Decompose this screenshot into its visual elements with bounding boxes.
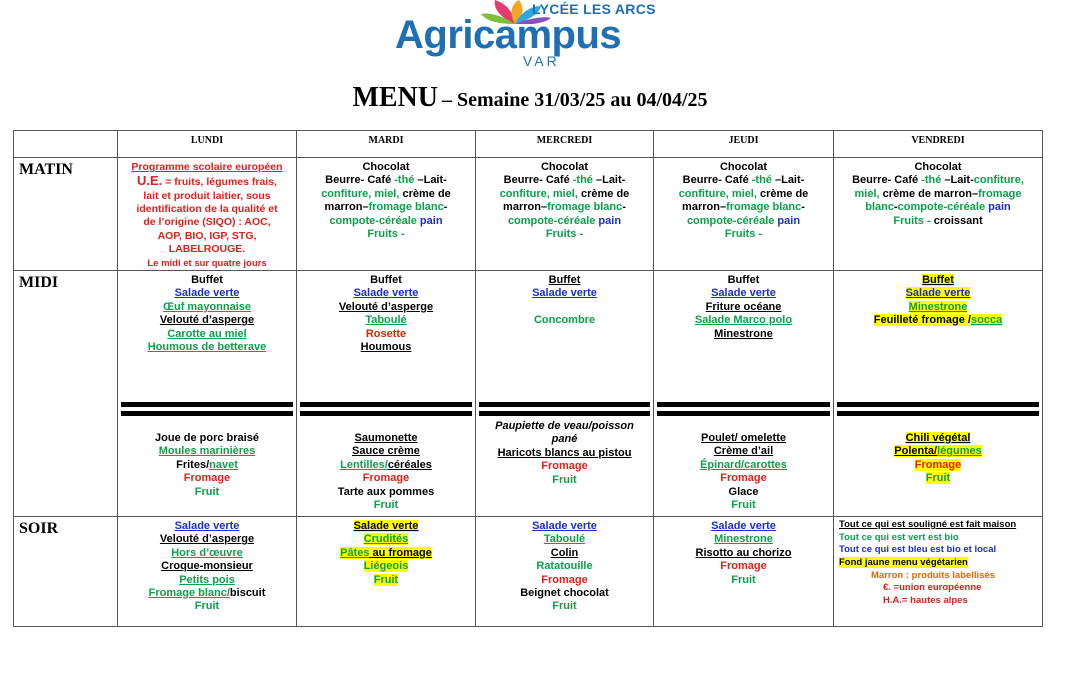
soir-item: Salade verte: [711, 519, 776, 532]
midi-item: Friture océane: [705, 300, 782, 313]
cell-midi-mardi: [297, 270, 476, 516]
cell-matin-mercredi: [476, 158, 654, 271]
midi-item: Salade verte: [353, 287, 419, 300]
midi2-item: Fruit: [552, 473, 577, 486]
soir-item: Ratatouille: [536, 560, 593, 573]
soir-item: Taboulé: [543, 533, 586, 546]
midi2-item: Glace: [728, 485, 759, 498]
midi2-item: Fromage: [362, 472, 410, 485]
cell-matin-jeudi: [654, 158, 834, 271]
soir-item: Liégeois: [363, 560, 409, 573]
midi2-item: Polenta/légumes: [894, 445, 982, 458]
matin-item: confiture, miel, crème de: [678, 187, 809, 200]
matin-lundi-line: identification de la qualité et: [136, 202, 278, 215]
legend-homemade: Tout ce qui est souligné est fait maison: [839, 518, 1017, 530]
header-vendredi: VENDREDI: [834, 131, 1043, 158]
midi2-item: Frites/navet: [176, 458, 238, 471]
matin-item: blanc-compote-céréale pain: [865, 201, 1011, 214]
matin-item: Fruits -: [724, 228, 763, 241]
cell-midi-jeudi: [654, 270, 834, 516]
title-week: – Semaine 31/03/25 au 04/04/25: [441, 89, 708, 111]
matin-item: Beurre- Café -thé –Lait-: [503, 174, 626, 187]
matin-lundi-line: de l’origine (SIQO) : AOC,: [143, 216, 271, 229]
soir-item: Crudités: [363, 533, 409, 546]
soir-item: Beignet chocolat: [520, 586, 609, 599]
matin-item: compote-céréale pain: [507, 214, 622, 227]
soir-item: Risotto au chorizo: [695, 546, 792, 559]
matin-item: Fruits -: [545, 228, 584, 241]
row-matin: [14, 158, 1043, 271]
cell-matin-mardi: [297, 158, 476, 271]
midi2-item: Fruit: [373, 498, 399, 511]
midi-separator: [118, 400, 296, 420]
soir-item: Fruit: [373, 573, 399, 586]
midi-item: Taboulé: [365, 314, 407, 327]
midi-item: Buffet: [548, 273, 581, 286]
matin-item: compote-céréale pain: [686, 214, 801, 227]
midi-item: [476, 301, 653, 314]
midi-separator: [834, 400, 1042, 420]
row-soir: [14, 516, 1043, 626]
midi-item: Buffet: [370, 273, 402, 286]
legend-bio: Tout ce qui est vert est bio: [839, 531, 959, 543]
soir-item: Salade verte: [174, 519, 240, 532]
header-mercredi: MERCREDI: [476, 131, 654, 158]
row-label-midi: MIDI: [14, 270, 118, 516]
midi-item: Salade verte: [174, 287, 240, 300]
matin-item: Chocolat: [914, 161, 962, 173]
row-midi: [14, 270, 1043, 516]
midi-item: Buffet: [922, 273, 954, 286]
midi2-item: Épinard/carottes: [700, 458, 787, 471]
soir-item: Salade verte: [532, 519, 597, 532]
matin-item: Fruits - croissant: [893, 214, 983, 227]
midi-item: Minestrone: [714, 327, 773, 340]
soir-item: Fruit: [552, 600, 577, 613]
midi-item: Carotte au miel: [167, 327, 247, 340]
matin-item: compote-céréale pain: [329, 214, 443, 227]
header-row: [14, 131, 1043, 158]
midi-item: Salade Marco polo: [694, 314, 793, 327]
midi2-item: Crème d’ail: [713, 445, 774, 458]
matin-item: confiture, miel, crème de: [321, 187, 451, 200]
legend-bio-local: Tout ce qui est bleu est bio et local: [839, 544, 997, 556]
midi-item: Houmous de betterave: [147, 340, 267, 353]
matin-item: Chocolat: [362, 161, 410, 173]
midi-separator: [654, 400, 833, 420]
logo-brand-text: Agricampus: [395, 13, 622, 57]
page-title: [0, 82, 1060, 114]
midi-item: Buffet: [727, 273, 760, 286]
soir-item: Hors d’œuvre: [171, 546, 243, 559]
matin-lundi-line: Le midi et sur quatre jours: [147, 257, 267, 269]
row-label-matin: MATIN: [14, 158, 118, 271]
midi-separator: [476, 400, 653, 420]
soir-item: Fromage: [541, 573, 588, 586]
midi2-item: Sauce crème: [352, 445, 420, 458]
agricampus-logo: [395, 0, 670, 72]
midi-item: Rosette: [365, 327, 407, 340]
midi-item: Feuilleté fromage /socca: [873, 314, 1003, 327]
soir-item: Salade verte: [353, 519, 419, 532]
cell-soir-mercredi: [476, 516, 654, 626]
midi-item: Velouté d’asperge: [338, 300, 434, 313]
cell-soir-jeudi: [654, 516, 834, 626]
midi-separator: [297, 400, 475, 420]
midi-item: Minestrone: [908, 300, 968, 313]
logo-region-text: VAR: [523, 53, 560, 69]
midi-item: Buffet: [191, 273, 223, 286]
menu-table: [13, 130, 1043, 627]
matin-lundi-line: U.E. = fruits, légumes frais,: [137, 173, 277, 189]
matin-lundi-line: Programme scolaire européen: [131, 161, 283, 173]
legend-hautes-alpes: H.A.= hautes alpes: [883, 595, 968, 607]
cell-soir-mardi: [297, 516, 476, 626]
row-label-soir: SOIR: [14, 516, 118, 626]
midi-item: Salade verte: [905, 287, 971, 300]
matin-lundi-line: lait et produit laitier, sous: [143, 189, 271, 202]
matin-item: marron–fromage blanc-: [682, 201, 805, 214]
cell-soir-vendredi-legend: [834, 516, 1043, 626]
matin-lundi-line: LABELROUGE.: [168, 243, 246, 256]
matin-item: confiture, miel, crème de: [499, 187, 630, 200]
midi2-item: Saumonette: [354, 431, 418, 444]
header-corner: [14, 131, 118, 158]
matin-item: marron–fromage blanc-: [503, 201, 626, 214]
midi-item: Salade verte: [711, 287, 776, 300]
logo-lycee-text: LYCÉE LES ARCS: [532, 1, 656, 17]
midi-item: Velouté d’asperge: [159, 314, 255, 327]
soir-item: Fromage: [720, 560, 767, 573]
legend-labelled: Marron : produits labellisés: [871, 569, 996, 581]
soir-item: Velouté d’asperge: [159, 533, 255, 546]
header-mardi: MARDI: [297, 131, 476, 158]
soir-item: Minestrone: [714, 533, 773, 546]
soir-item: Croque-monsieur: [161, 560, 253, 573]
midi2-item: Paupiette de veau/poisson pané: [495, 419, 634, 446]
midi-item: Houmous: [360, 340, 412, 353]
legend-vegetarian: Fond jaune menu végétarien: [839, 557, 968, 569]
soir-item: Colin: [550, 546, 579, 559]
midi2-item: Chili végétal: [905, 431, 971, 444]
midi2-item: Fromage: [914, 458, 962, 471]
cell-matin-vendredi: [834, 158, 1043, 271]
legend-eu: €. =union européenne: [883, 582, 982, 594]
matin-item: Chocolat: [719, 161, 768, 173]
cell-matin-lundi: [118, 158, 297, 271]
cell-midi-vendredi: [834, 270, 1043, 516]
midi2-item: Lentilles/céréales: [340, 458, 432, 471]
cell-midi-mercredi: [476, 270, 654, 516]
midi2-item: Haricots blancs au pistou: [497, 446, 632, 459]
matin-item: Beurre- Café -thé –Lait-: [682, 174, 805, 187]
midi-item: Salade verte: [532, 287, 597, 300]
soir-item: Pâtes au fromage: [340, 546, 432, 559]
midi2-item: Fruit: [925, 472, 951, 485]
midi2-item: Poulet/ omelette: [701, 431, 786, 444]
midi2-item: Fromage: [183, 472, 231, 485]
soir-item: Fruit: [731, 573, 756, 586]
cell-midi-lundi: [118, 270, 297, 516]
matin-item: marron–fromage blanc-: [324, 201, 448, 214]
cell-soir-lundi: [118, 516, 297, 626]
midi2-item: Fromage: [720, 472, 767, 485]
matin-item: Beurre- Café -thé –Lait-: [325, 174, 447, 187]
matin-item: Fruits -: [367, 228, 405, 241]
matin-item: Beurre- Café -thé –Lait-confiture,: [852, 174, 1024, 187]
header-lundi: LUNDI: [118, 131, 297, 158]
header-jeudi: JEUDI: [654, 131, 834, 158]
midi-item: Œuf mayonnaise: [162, 300, 252, 313]
matin-item: Chocolat: [540, 161, 589, 173]
midi2-item: Joue de porc braisé: [155, 431, 259, 444]
soir-item: Fromage blanc/biscuit: [148, 586, 266, 599]
midi2-item: Fruit: [194, 485, 220, 498]
matin-item: miel, crème de marron–fromage: [854, 187, 1022, 200]
midi2-item: Fruit: [731, 498, 756, 511]
soir-item: Fruit: [194, 600, 220, 613]
midi2-item: Moules marinières: [158, 445, 256, 458]
soir-item: Petits pois: [179, 573, 235, 586]
midi2-item: Tarte aux pommes: [337, 485, 435, 498]
midi2-item: Fromage: [541, 460, 588, 473]
title-menu: MENU: [352, 82, 438, 113]
matin-lundi-line: AOP, BIO, IGP, STG,: [157, 229, 257, 242]
midi-item: Concombre: [533, 314, 596, 327]
